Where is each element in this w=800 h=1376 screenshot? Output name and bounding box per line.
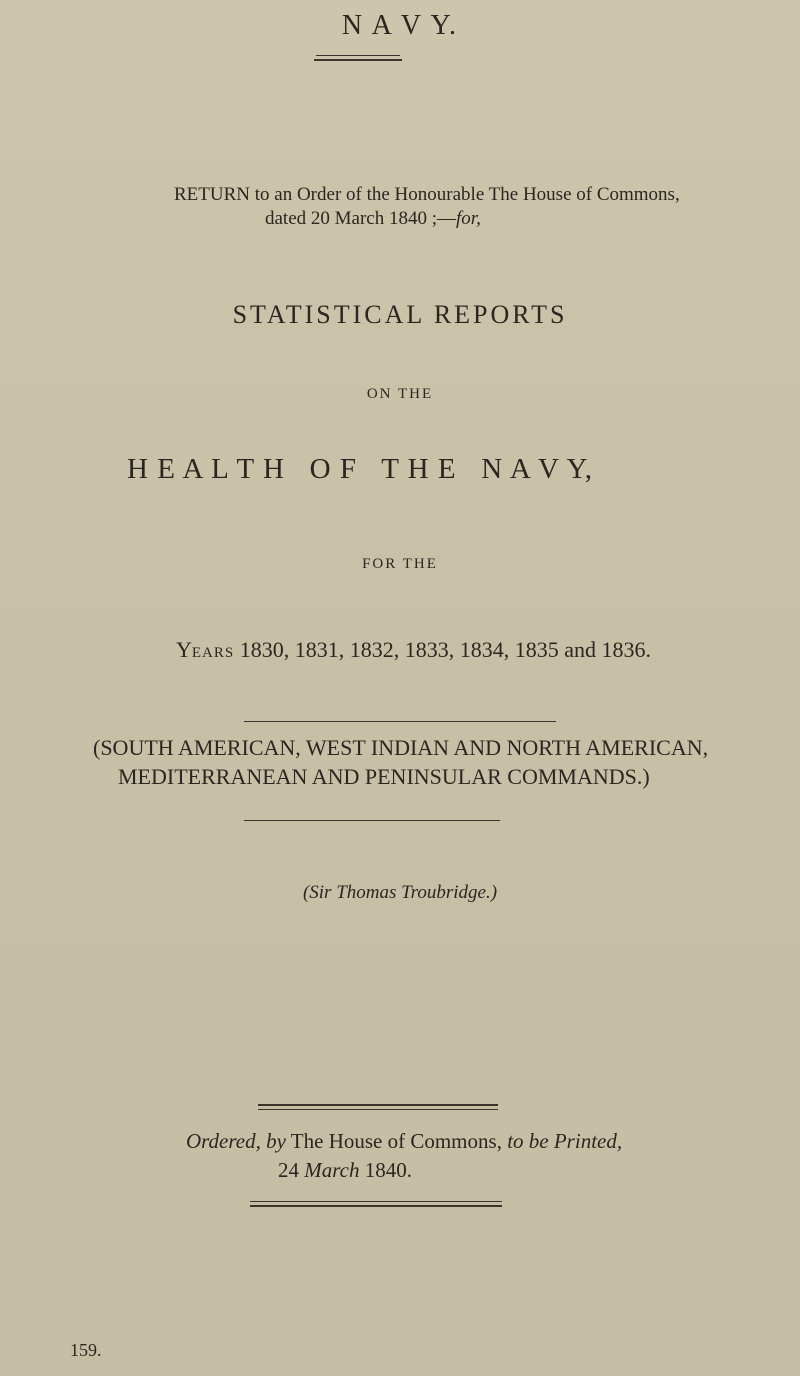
header-rule-thin [316,55,400,56]
return-line-2-prefix: dated 20 March 1840 ;— [265,208,457,229]
separator-rule-2 [244,820,500,821]
ordered-rule-top-thick [258,1104,498,1106]
separator-rule-1 [244,721,556,722]
return-line-1: RETURN to an Order of the Honourable The House of Commons, [174,184,680,205]
commands-line-1: (SOUTH AMERICAN, WEST INDIAN AND NORTH AMERICAN, [93,735,709,760]
health-of-the-navy-heading: H E A L T H O F T H E N A V Y, [127,453,594,485]
ordered-rule-bottom-thin [250,1201,502,1202]
return-line-2 [265,208,481,230]
for-the-label: FOR THE [362,556,438,572]
author-line: (Sir Thomas Troubridge.) [302,882,498,903]
header-title: N A V Y. [341,10,459,41]
years-list: 1830, 1831, 1832, 1833, 1834, 1835 and 1836. [234,637,651,662]
years-line [176,637,651,663]
commands-line-2: MEDITERRANEAN AND PENINSULAR COMMANDS.) [118,764,650,789]
ordered-date-day: 24 [278,1158,305,1182]
ordered-by-text: Ordered, by [186,1129,286,1153]
page-number: 159. [70,1340,102,1360]
ordered-date-year: 1840. [359,1158,412,1182]
ordered-date-line [278,1158,412,1183]
ordered-printed-text: to be Printed, [507,1129,623,1153]
ordered-line [186,1129,622,1154]
header-rule-thick [314,59,402,61]
years-initial: Y [176,637,192,662]
ordered-date-month: March [304,1158,360,1182]
return-line-2-for: for, [456,208,481,229]
statistical-reports-heading: STATISTICAL REPORTS [232,300,568,329]
years-small-caps: EARS [191,645,235,661]
ordered-rule-bottom-thick [250,1205,502,1207]
ordered-house-text: The House of Commons, [285,1129,508,1153]
ordered-rule-top-thin [258,1109,498,1110]
on-the-label: ON THE [366,386,434,402]
